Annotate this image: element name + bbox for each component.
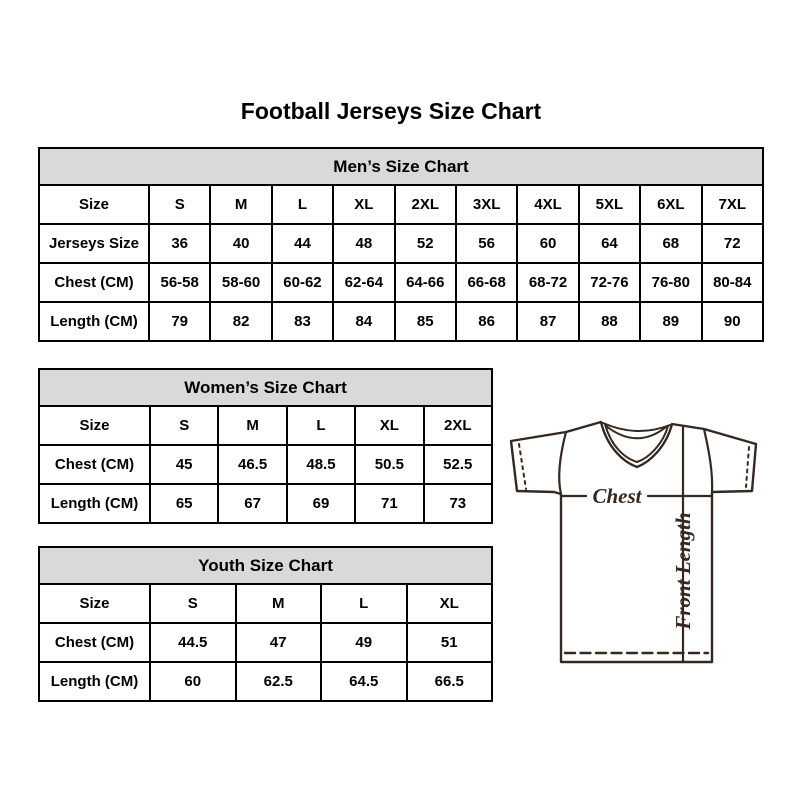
table-cell: 46.5	[218, 445, 286, 484]
table-cell: 87	[517, 302, 578, 341]
jersey-icon	[507, 419, 763, 665]
row-label-cell: Length (CM)	[39, 484, 150, 523]
table-cell: 49	[321, 623, 407, 662]
row-label-cell: Chest (CM)	[39, 623, 150, 662]
table-cell: 40	[210, 224, 271, 263]
row-label-cell: Chest (CM)	[39, 263, 149, 302]
table-section-header-row	[39, 547, 492, 584]
table-row	[39, 445, 492, 484]
column-header-cell: 2XL	[424, 406, 492, 445]
column-header-cell: S	[150, 406, 218, 445]
column-header-cell: 2XL	[395, 185, 456, 224]
table-section-header: Youth Size Chart	[39, 547, 492, 584]
table-cell: 60	[150, 662, 236, 701]
table-cell: 58-60	[210, 263, 271, 302]
table-cell: 44	[272, 224, 333, 263]
table-cell: 56	[456, 224, 517, 263]
mens-size-table	[38, 147, 764, 342]
table-cell: 71	[355, 484, 423, 523]
table-cell: 73	[424, 484, 492, 523]
table-cell: 52	[395, 224, 456, 263]
table-cell: 88	[579, 302, 640, 341]
right-cuff-stitch	[746, 447, 749, 487]
table-row	[39, 623, 492, 662]
table-cell: 69	[287, 484, 355, 523]
table-cell: 80-84	[702, 263, 763, 302]
column-header-cell: XL	[333, 185, 394, 224]
right-armhole-seam	[704, 429, 712, 492]
table-cell: 66.5	[407, 662, 493, 701]
column-header-cell: 5XL	[579, 185, 640, 224]
table-cell: 48.5	[287, 445, 355, 484]
table-cell: 86	[456, 302, 517, 341]
table-cell: 65	[150, 484, 218, 523]
table-cell: 85	[395, 302, 456, 341]
table-cell: 52.5	[424, 445, 492, 484]
table-cell: 67	[218, 484, 286, 523]
column-header-cell: L	[321, 584, 407, 623]
column-header-cell: XL	[355, 406, 423, 445]
table-row	[39, 584, 492, 623]
table-cell: 72	[702, 224, 763, 263]
table-cell: 64	[579, 224, 640, 263]
table-cell: 83	[272, 302, 333, 341]
column-header-cell: M	[218, 406, 286, 445]
table-cell: 84	[333, 302, 394, 341]
table-row	[39, 484, 492, 523]
table-cell: 50.5	[355, 445, 423, 484]
page-title: Football Jerseys Size Chart	[240, 98, 542, 124]
table-row	[39, 406, 492, 445]
table-row	[39, 224, 763, 263]
column-header-cell: 6XL	[640, 185, 701, 224]
left-cuff-stitch	[519, 444, 526, 489]
column-header-cell: L	[272, 185, 333, 224]
jersey-outline	[511, 422, 756, 662]
table-section-header: Women’s Size Chart	[39, 369, 492, 406]
table-cell: 48	[333, 224, 394, 263]
table-row	[39, 263, 763, 302]
table-cell: 64-66	[395, 263, 456, 302]
row-label-cell: Jerseys Size	[39, 224, 149, 263]
jersey-measurement-diagram	[507, 419, 763, 665]
table-cell: 56-58	[149, 263, 210, 302]
row-label-cell: Size	[39, 406, 150, 445]
womens-size-table	[38, 368, 493, 524]
row-label-cell: Length (CM)	[39, 662, 150, 701]
table-row	[39, 302, 763, 341]
row-label-cell: Chest (CM)	[39, 445, 150, 484]
table-cell: 62.5	[236, 662, 322, 701]
column-header-cell: M	[236, 584, 322, 623]
table-cell: 47	[236, 623, 322, 662]
table-row	[39, 662, 492, 701]
youth-size-table	[38, 546, 493, 702]
table-section-header-row	[39, 148, 763, 185]
table-cell: 62-64	[333, 263, 394, 302]
table-section-header-row	[39, 369, 492, 406]
table-section-header: Men’s Size Chart	[39, 148, 763, 185]
column-header-cell: 4XL	[517, 185, 578, 224]
table-cell: 68-72	[517, 263, 578, 302]
table-cell: 79	[149, 302, 210, 341]
table-cell: 89	[640, 302, 701, 341]
table-cell: 64.5	[321, 662, 407, 701]
table-cell: 82	[210, 302, 271, 341]
table-cell: 45	[150, 445, 218, 484]
column-header-cell: 3XL	[456, 185, 517, 224]
table-cell: 60	[517, 224, 578, 263]
left-armhole-seam	[559, 432, 566, 494]
column-header-cell: XL	[407, 584, 493, 623]
table-cell: 51	[407, 623, 493, 662]
column-header-cell: 7XL	[702, 185, 763, 224]
table-row	[39, 185, 763, 224]
table-cell: 72-76	[579, 263, 640, 302]
row-label-cell: Size	[39, 584, 150, 623]
column-header-cell: L	[287, 406, 355, 445]
table-cell: 66-68	[456, 263, 517, 302]
collar-inner-band	[605, 424, 668, 462]
chest-label: Chest	[592, 484, 642, 508]
front-length-label: Front Length	[671, 512, 695, 630]
table-cell: 36	[149, 224, 210, 263]
column-header-cell: S	[149, 185, 210, 224]
table-cell: 68	[640, 224, 701, 263]
table-cell: 90	[702, 302, 763, 341]
row-label-cell: Size	[39, 185, 149, 224]
table-cell: 44.5	[150, 623, 236, 662]
table-cell: 76-80	[640, 263, 701, 302]
column-header-cell: M	[210, 185, 271, 224]
table-cell: 60-62	[272, 263, 333, 302]
row-label-cell: Length (CM)	[39, 302, 149, 341]
column-header-cell: S	[150, 584, 236, 623]
